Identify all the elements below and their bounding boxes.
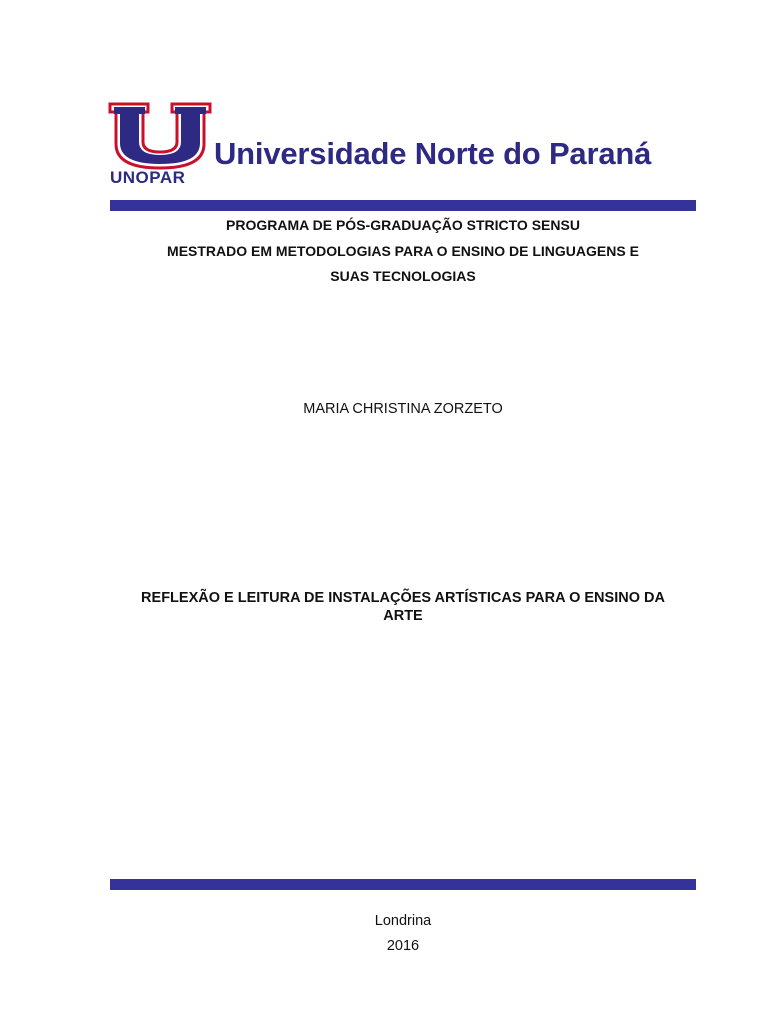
university-logo — [108, 102, 708, 192]
unopar-u-logo-icon — [108, 102, 212, 170]
document-title-line1: REFLEXÃO E LEITURA DE INSTALAÇÕES ARTÍSTICAS PARA O ENSINO DA — [141, 590, 665, 606]
program-heading: PROGRAMA DE PÓS-GRADUAÇÃO STRICTO SENSU — [226, 217, 580, 233]
top-divider — [110, 200, 696, 211]
masters-heading-line2: SUAS TECNOLOGIAS — [330, 268, 476, 284]
city: Londrina — [374, 913, 432, 929]
bottom-divider — [110, 879, 696, 890]
author-name: MARIA CHRISTINA ZORZETO — [303, 401, 503, 417]
university-name: Universidade Norte do Paraná — [214, 136, 652, 171]
document-title-line2: ARTE — [383, 608, 423, 624]
year: 2016 — [386, 938, 420, 954]
document-title — [110, 589, 696, 625]
logo-abbreviation: UNOPAR — [110, 168, 186, 187]
masters-heading-line1: MESTRADO EM METODOLOGIAS PARA O ENSINO DE LINGUAGENS E — [167, 243, 639, 259]
